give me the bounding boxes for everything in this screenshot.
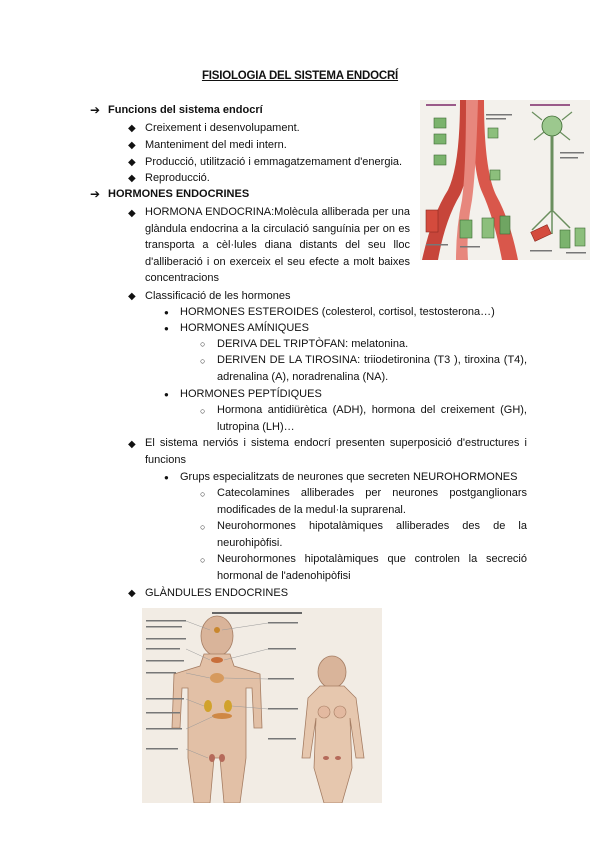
circle-bullet-icon: ○: [200, 555, 206, 565]
list-item: Reproducció.: [145, 172, 210, 184]
page-title: FISIOLOGIA DEL SISTEMA ENDOCRÍ: [201, 70, 399, 82]
list-item: Creixement i desenvolupament.: [145, 122, 300, 134]
glandules-endocrines: GLÀNDULES ENDOCRINES: [145, 587, 289, 599]
dot-bullet-icon: ●: [164, 473, 169, 482]
diamond-bullet-icon: ◆: [128, 439, 136, 450]
neurohormones-neurohipofisi: Neurohormones hipotalàmiques alliberades des de la neurohipòfisi.: [217, 520, 527, 549]
circle-bullet-icon: ○: [200, 339, 206, 349]
arrow-bullet-icon: ➔: [90, 187, 101, 201]
deriven-tirosina: DERIVEN DE LA TIROSINA: triiodetironina (T3 ), tiroxina (T4), adrenalina (A), noradrenalina (NA).: [217, 354, 527, 383]
diamond-bullet-icon: ◆: [128, 588, 136, 599]
dot-bullet-icon: ●: [164, 390, 169, 399]
circle-bullet-icon: ○: [200, 356, 206, 366]
list-item: Producció, utilització i emmagatzemament d'energia.: [145, 156, 403, 168]
neurohormones-adenohipofisi: Neurohormones hipotalàmiques que controlen la secreció hormonal de l'adenohipòfisi: [217, 553, 527, 582]
hormones-peptidiques: HORMONES PEPTÍDIQUES: [180, 388, 322, 400]
diamond-bullet-icon: ◆: [128, 208, 136, 219]
deriva-triptofan: DERIVA DEL TRIPTÒFAN: melatonina.: [217, 338, 409, 350]
arrow-bullet-icon: ➔: [90, 103, 101, 117]
diamond-bullet-icon: ◆: [128, 157, 136, 168]
diamond-bullet-icon: ◆: [128, 140, 136, 151]
circle-bullet-icon: ○: [200, 406, 206, 416]
catecolamines: Catecolamines alliberades per neurones postganglionars modificades de la medul·la suprarenal.: [217, 487, 527, 516]
list-item: Manteniment del medi intern.: [145, 139, 287, 151]
hormona-endocrina-paragraph: HORMONA ENDOCRINA:Molècula alliberada per una glàndula endocrina a la circulació sanguínia per on es transporta a cèl·lules diana distants del seu lloc d'alliberació i on exerceix el seu efecte a molt baixes concentracions: [145, 206, 410, 284]
dot-bullet-icon: ●: [164, 308, 169, 317]
section-heading-funcions: Funcions del sistema endocrí: [108, 104, 263, 116]
classificacio-heading: Classificació de les hormones: [145, 290, 291, 302]
peptidiques-examples: Hormona antidiürètica (ADH), hormona del creixement (GH), lutropina (LH)…: [217, 404, 527, 433]
grups-neurones: Grups especialitzats de neurones que secreten NEUROHORMONES: [180, 471, 518, 483]
circle-bullet-icon: ○: [200, 489, 206, 499]
dot-bullet-icon: ●: [164, 324, 169, 333]
section-heading-hormones: HORMONES ENDOCRINES: [108, 188, 250, 200]
hormones-aminiques: HORMONES AMÍNIQUES: [180, 322, 309, 334]
diamond-bullet-icon: ◆: [128, 123, 136, 134]
circle-bullet-icon: ○: [200, 522, 206, 532]
sistema-nervios-paragraph: El sistema nerviós i sistema endocrí presenten superposició d'estructures i funcions: [145, 437, 527, 466]
endocrine-glands-figure: [142, 608, 382, 803]
diamond-bullet-icon: ◆: [128, 291, 136, 302]
hormones-esteroides: HORMONES ESTEROIDES (colesterol, cortisol, testosterona…): [180, 306, 495, 318]
diamond-bullet-icon: ◆: [128, 173, 136, 184]
neurosecretion-figure: [420, 100, 590, 260]
